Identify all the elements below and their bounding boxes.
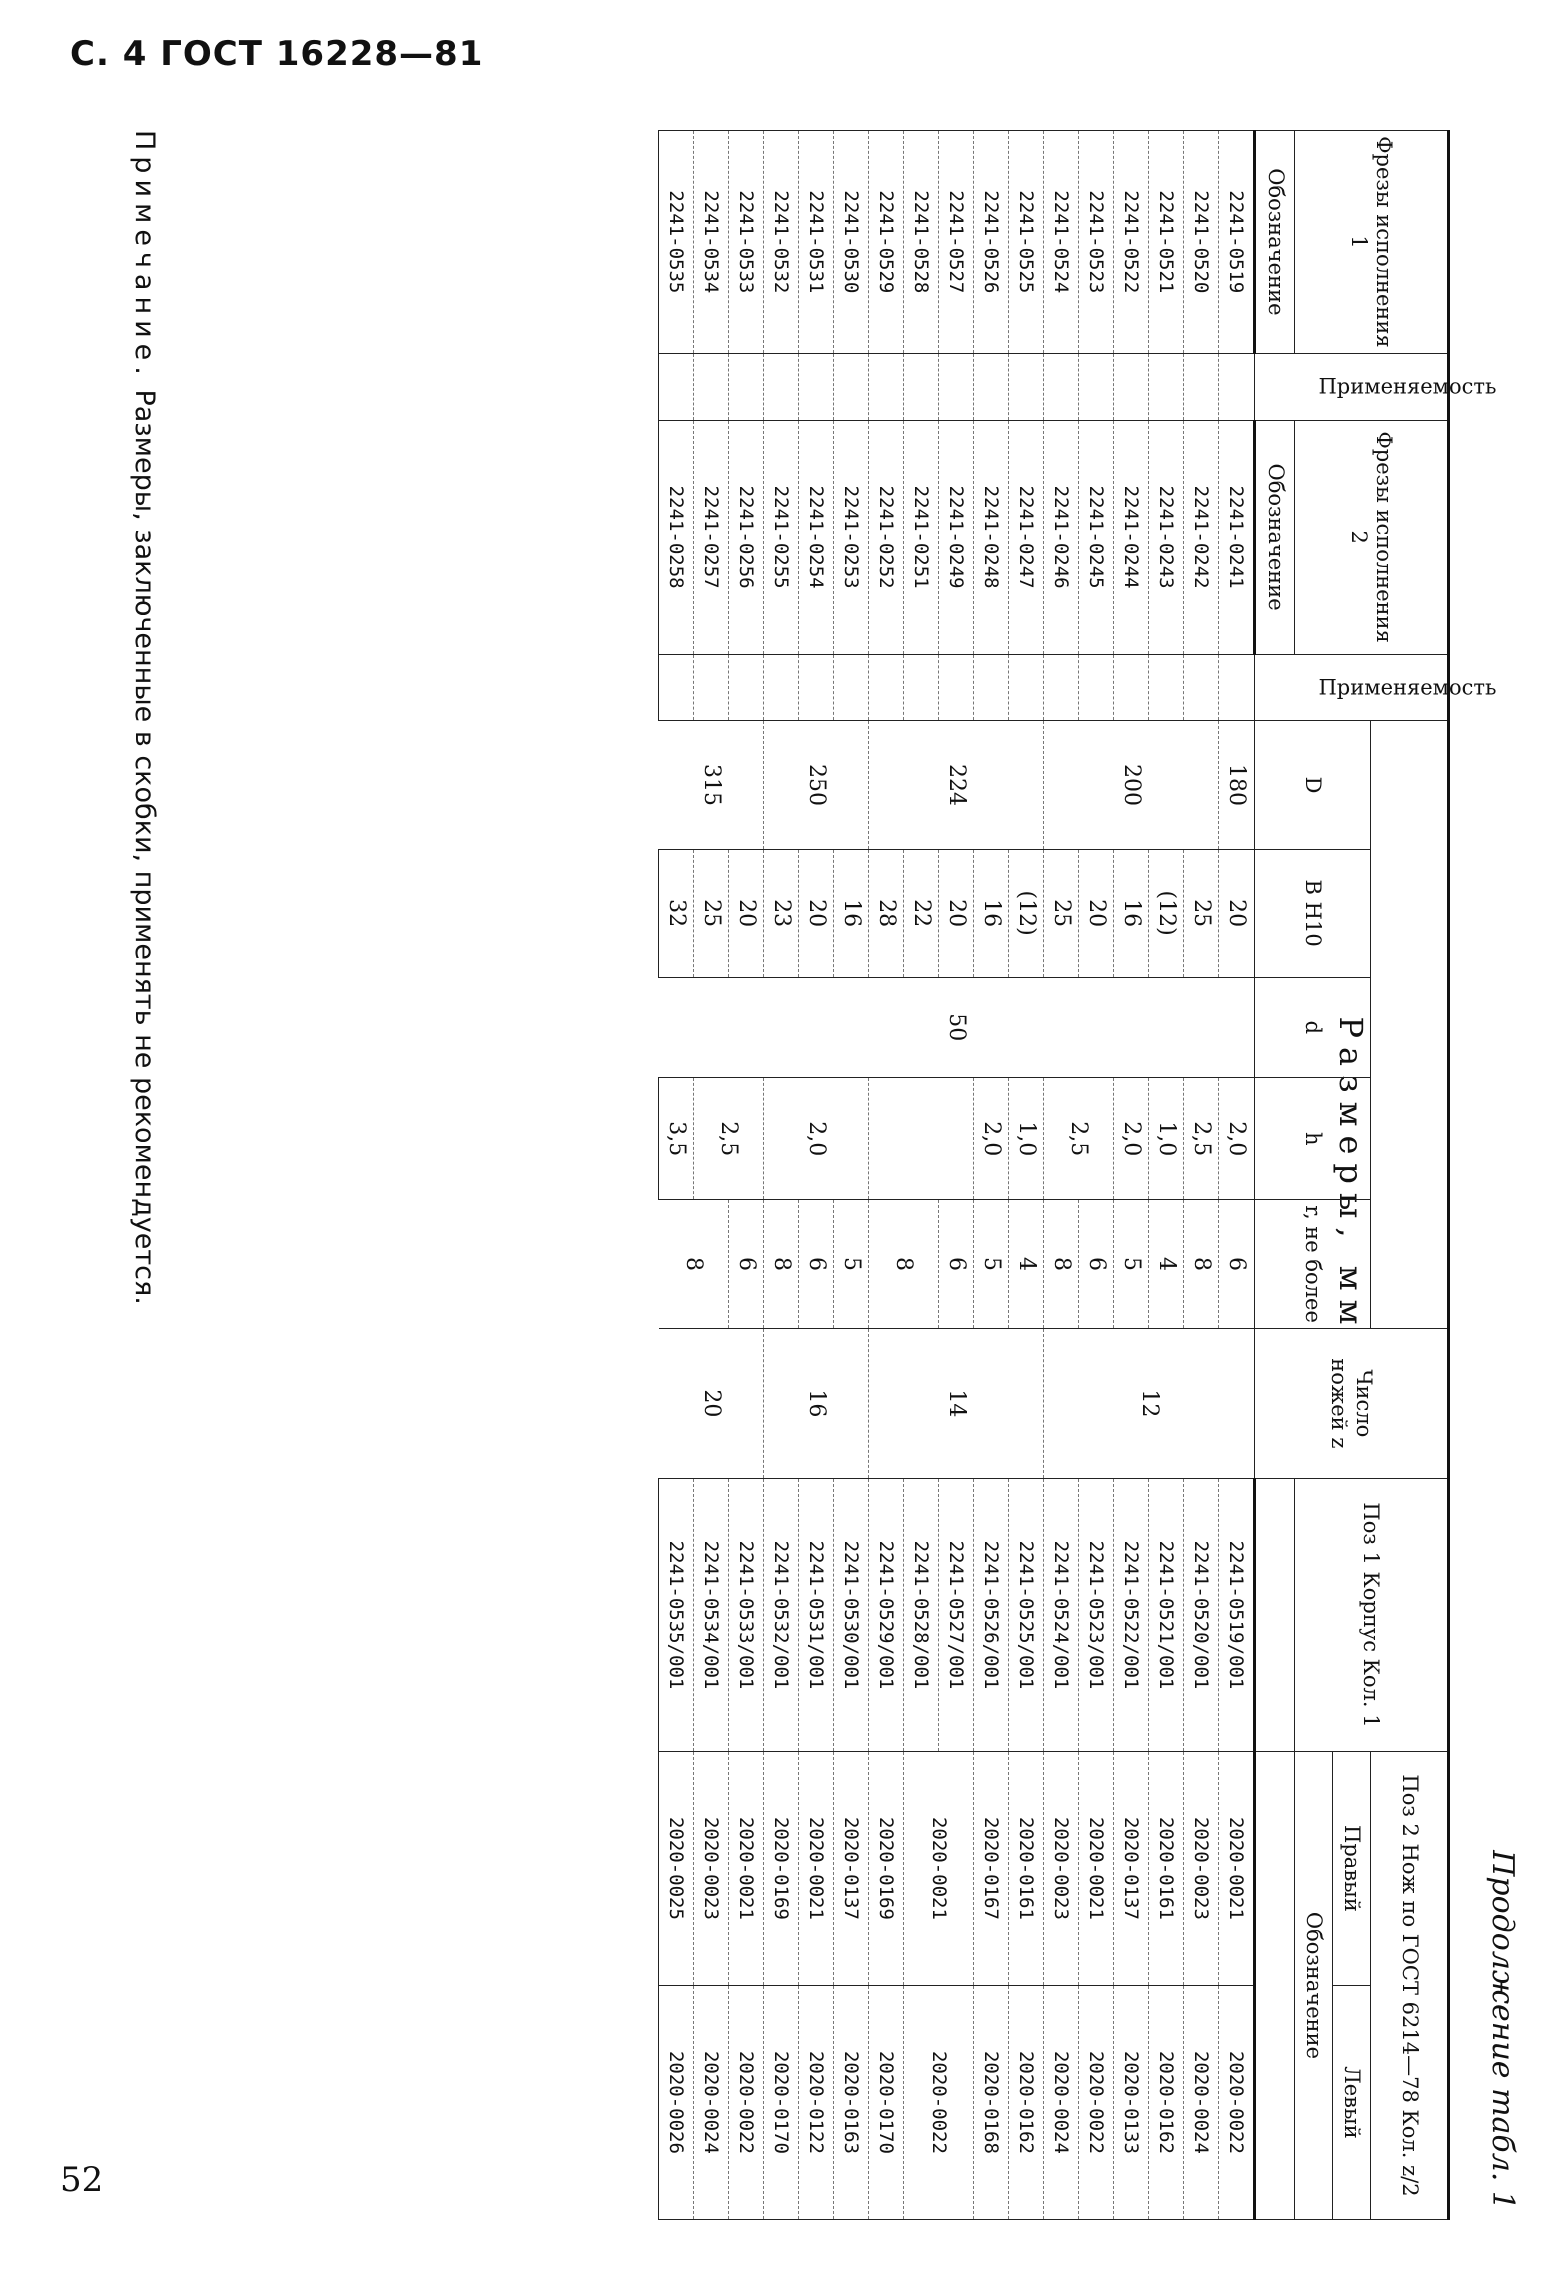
- r-value: 8: [764, 1200, 799, 1328]
- h-value: 2,0: [1114, 1077, 1149, 1200]
- cutter2-designation: 2241-0252: [869, 420, 904, 654]
- knife-left: 2020-0022: [729, 1985, 764, 2219]
- cutter2-applicability: [1149, 654, 1184, 721]
- cutter2-applicability: [869, 654, 904, 721]
- knife-left: 2020-0133: [1114, 1985, 1149, 2219]
- r-value: 5: [834, 1200, 869, 1328]
- cutter1-designation: 2241-0520: [1184, 131, 1219, 354]
- knife-left: 2020-0168: [974, 1985, 1009, 2219]
- header-pos1: Поз 1 Корпус Кол. 1: [1294, 1479, 1448, 1752]
- z-value: 12: [1044, 1328, 1255, 1478]
- cutter1-designation: 2241-0535: [659, 131, 694, 354]
- cutter1-designation: 2241-0521: [1149, 131, 1184, 354]
- cutter1-applicability: [1149, 353, 1184, 420]
- cutter1-applicability: [939, 353, 974, 420]
- knife-left: 2020-0170: [869, 1985, 904, 2219]
- body-designation: 2241-0520/001: [1184, 1479, 1219, 1752]
- B-value: 22: [904, 849, 939, 977]
- D-value: 224: [869, 721, 1044, 849]
- knife-left: 2020-0162: [1009, 1985, 1044, 2219]
- header-spacer-knives: [1255, 1751, 1294, 2219]
- B-value: 16: [834, 849, 869, 977]
- r-value: 6: [1079, 1200, 1114, 1328]
- cutter2-designation: 2241-0244: [1114, 420, 1149, 654]
- B-value: 16: [1114, 849, 1149, 977]
- table-row: [1079, 131, 1114, 2220]
- knife-left: 2020-0024: [1184, 1985, 1219, 2219]
- cutter1-designation: 2241-0531: [799, 131, 834, 354]
- h-value: 2,5: [694, 1077, 764, 1200]
- cutter2-designation: 2241-0258: [659, 420, 694, 654]
- cutter2-applicability: [1114, 654, 1149, 721]
- cutter2-designation: 2241-0257: [694, 420, 729, 654]
- cutters-table: [658, 130, 1497, 2220]
- knife-left: 2020-0022: [904, 1985, 974, 2219]
- cutter1-applicability: [834, 353, 869, 420]
- knife-right: 2020-0137: [1114, 1751, 1149, 1985]
- r-value: 6: [939, 1200, 974, 1328]
- body-designation: 2241-0522/001: [1114, 1479, 1149, 1752]
- cutter2-designation: 2241-0242: [1184, 420, 1219, 654]
- h-value: 2,0: [1219, 1077, 1255, 1200]
- cutter2-applicability: [1044, 654, 1079, 721]
- body-designation: 2241-0530/001: [834, 1479, 869, 1752]
- table-row: [1184, 131, 1219, 2220]
- h-value: 2,0: [764, 1077, 869, 1200]
- B-value: 28: [869, 849, 904, 977]
- B-value: 20: [1079, 849, 1114, 977]
- cutter2-applicability: [729, 654, 764, 721]
- cutter2-applicability: [694, 654, 729, 721]
- cutter2-designation: 2241-0256: [729, 420, 764, 654]
- table-row: [1149, 131, 1184, 2220]
- cutter1-applicability: [869, 353, 904, 420]
- r-value: 8: [1044, 1200, 1079, 1328]
- B-value: 25: [1044, 849, 1079, 977]
- d-value: 50: [659, 977, 1255, 1077]
- cutter2-applicability: [939, 654, 974, 721]
- body-designation: 2241-0534/001: [694, 1479, 729, 1752]
- cutter2-designation: 2241-0245: [1079, 420, 1114, 654]
- header-designation-c2: Обозначение: [1255, 420, 1294, 654]
- B-value: 25: [1184, 849, 1219, 977]
- header-r: r, не более: [1255, 1200, 1371, 1328]
- table-note: [129, 130, 160, 2220]
- D-value: 250: [764, 721, 869, 849]
- knife-left: 2020-0170: [764, 1985, 799, 2219]
- knife-left: 2020-0024: [694, 1985, 729, 2219]
- cutter1-designation: 2241-0529: [869, 131, 904, 354]
- cutter2-designation: 2241-0241: [1219, 420, 1255, 654]
- body-designation: 2241-0533/001: [729, 1479, 764, 1752]
- cutter2-designation: 2241-0248: [974, 420, 1009, 654]
- cutter2-designation: 2241-0243: [1149, 420, 1184, 654]
- cutter1-applicability: [1184, 353, 1219, 420]
- cutter1-designation: 2241-0519: [1219, 131, 1255, 354]
- cutter1-designation: 2241-0534: [694, 131, 729, 354]
- cutter1-applicability: [1219, 353, 1255, 420]
- table-row: [1009, 131, 1044, 2220]
- r-value: 5: [1114, 1200, 1149, 1328]
- B-value: (12): [1009, 849, 1044, 977]
- knife-right: 2020-0169: [764, 1751, 799, 1985]
- header-B: B H10: [1255, 849, 1371, 977]
- cutter1-applicability: [1009, 353, 1044, 420]
- cutter1-applicability: [974, 353, 1009, 420]
- B-value: 25: [694, 849, 729, 977]
- r-value: 8: [1184, 1200, 1219, 1328]
- cutter1-designation: 2241-0524: [1044, 131, 1079, 354]
- h-value: 2,5: [1184, 1077, 1219, 1200]
- body-designation: 2241-0535/001: [659, 1479, 694, 1752]
- cutter1-applicability: [799, 353, 834, 420]
- header-h: h: [1255, 1077, 1371, 1200]
- note-text: Размеры, заключенные в скобки, применять не рекомендуется.: [129, 389, 160, 1305]
- header-cutters1: Фрезы исполнения 1: [1294, 131, 1448, 354]
- body-designation: 2241-0521/001: [1149, 1479, 1184, 1752]
- r-value: 6: [729, 1200, 764, 1328]
- header-pos2: Поз 2 Нож по ГОСТ 6214—78 Кол. z/2: [1371, 1751, 1449, 2219]
- cutter2-designation: 2241-0255: [764, 420, 799, 654]
- cutter2-applicability: [1184, 654, 1219, 721]
- cutter1-designation: 2241-0533: [729, 131, 764, 354]
- cutter1-applicability: [764, 353, 799, 420]
- knife-right: 2020-0021: [729, 1751, 764, 1985]
- h-value: 2,5: [1044, 1077, 1114, 1200]
- knife-right: 2020-0021: [799, 1751, 834, 1985]
- knife-left: 2020-0024: [1044, 1985, 1079, 2219]
- cutter1-designation: 2241-0532: [764, 131, 799, 354]
- h-empty: [869, 1077, 974, 1200]
- r-value: 5: [974, 1200, 1009, 1328]
- knife-right: 2020-0137: [834, 1751, 869, 1985]
- table-row: [974, 131, 1009, 2220]
- header-designation-c1: Обозначение: [1255, 131, 1294, 354]
- knife-right: 2020-0167: [974, 1751, 1009, 1985]
- cutter1-applicability: [694, 353, 729, 420]
- h-value: 1,0: [1009, 1077, 1044, 1200]
- knife-right: 2020-0161: [1149, 1751, 1184, 1985]
- r-value: 4: [1009, 1200, 1044, 1328]
- D-value: 180: [1219, 721, 1255, 849]
- table-row: [1219, 131, 1255, 2220]
- header-sizes-band: [1371, 721, 1449, 1328]
- h-value: 3,5: [659, 1077, 694, 1200]
- cutter2-applicability: [904, 654, 939, 721]
- header-applicability1: Применяемость: [1255, 353, 1449, 420]
- knife-left: 2020-0022: [1079, 1985, 1114, 2219]
- knife-left: 2020-0162: [1149, 1985, 1184, 2219]
- cutter2-applicability: [974, 654, 1009, 721]
- cutter2-applicability: [1079, 654, 1114, 721]
- cutter1-applicability: [659, 353, 694, 420]
- r-value: 8: [869, 1200, 939, 1328]
- header-left: Левый: [1332, 1985, 1370, 2219]
- note-lead: Примечание.: [129, 130, 160, 381]
- B-value: 20: [729, 849, 764, 977]
- cutter1-designation: 2241-0523: [1079, 131, 1114, 354]
- body-designation: 2241-0524/001: [1044, 1479, 1079, 1752]
- header-spacer-body: [1255, 1479, 1294, 1752]
- cutter1-applicability: [1114, 353, 1149, 420]
- cutter2-applicability: [1009, 654, 1044, 721]
- page-header: С. 4 ГОСТ 16228—81: [70, 34, 484, 74]
- r-value: 6: [1219, 1200, 1255, 1328]
- body-designation: 2241-0528/001: [904, 1479, 939, 1752]
- knife-right: 2020-0025: [659, 1751, 694, 1985]
- B-value: (12): [1149, 849, 1184, 977]
- body-designation: 2241-0523/001: [1079, 1479, 1114, 1752]
- cutter2-designation: 2241-0251: [904, 420, 939, 654]
- cutter1-designation: 2241-0530: [834, 131, 869, 354]
- knife-left: 2020-0026: [659, 1985, 694, 2219]
- knife-right: 2020-0161: [1009, 1751, 1044, 1985]
- cutter2-designation: 2241-0253: [834, 420, 869, 654]
- cutter2-applicability: [1219, 654, 1255, 721]
- table-row: [834, 131, 869, 2220]
- header-right: Правый: [1332, 1751, 1370, 1985]
- header-d: d: [1255, 977, 1371, 1077]
- cutter2-applicability: [799, 654, 834, 721]
- cutter2-applicability: [764, 654, 799, 721]
- knife-left: 2020-0122: [799, 1985, 834, 2219]
- knife-left: 2020-0022: [1219, 1985, 1255, 2219]
- body-designation: 2241-0526/001: [974, 1479, 1009, 1752]
- r-value: 8: [659, 1200, 729, 1328]
- B-value: 20: [939, 849, 974, 977]
- cutter1-designation: 2241-0528: [904, 131, 939, 354]
- cutter1-designation: 2241-0525: [1009, 131, 1044, 354]
- body-designation: 2241-0529/001: [869, 1479, 904, 1752]
- B-value: 23: [764, 849, 799, 977]
- cutter1-designation: 2241-0526: [974, 131, 1009, 354]
- r-value: 6: [799, 1200, 834, 1328]
- B-value: 20: [1219, 849, 1255, 977]
- z-value: 16: [764, 1328, 869, 1478]
- cutter1-designation: 2241-0522: [1114, 131, 1149, 354]
- D-value: 315: [659, 721, 764, 849]
- cutter2-applicability: [834, 654, 869, 721]
- r-value: 4: [1149, 1200, 1184, 1328]
- rotated-table-area: [100, 130, 1520, 2220]
- cutter2-applicability: [659, 654, 694, 721]
- B-value: 32: [659, 849, 694, 977]
- z-value: 14: [869, 1328, 1044, 1478]
- header-D: D: [1255, 721, 1371, 849]
- B-value: 20: [799, 849, 834, 977]
- table-row: [659, 131, 694, 2220]
- D-value: 200: [1044, 721, 1219, 849]
- body-designation: 2241-0525/001: [1009, 1479, 1044, 1752]
- cutter1-applicability: [729, 353, 764, 420]
- continuation-label: Продолжение табл. 1: [1485, 1850, 1520, 2210]
- cutter2-designation: 2241-0246: [1044, 420, 1079, 654]
- knife-right: 2020-0021: [1219, 1751, 1255, 1985]
- table-row: [729, 131, 764, 2220]
- dimensions-title: Размеры, мм: [1332, 1016, 1370, 1334]
- cutter1-applicability: [904, 353, 939, 420]
- header-z: Число ножей z: [1255, 1328, 1449, 1478]
- cutter2-designation: 2241-0249: [939, 420, 974, 654]
- h-value: 2,0: [974, 1077, 1009, 1200]
- cutter2-designation: 2241-0254: [799, 420, 834, 654]
- z-value: 20: [659, 1328, 764, 1478]
- header-applicability2: Применяемость: [1255, 654, 1449, 721]
- table-row: [939, 131, 974, 2220]
- cutter1-applicability: [1044, 353, 1079, 420]
- body-designation: 2241-0519/001: [1219, 1479, 1255, 1752]
- knife-left: 2020-0163: [834, 1985, 869, 2219]
- body-designation: 2241-0527/001: [939, 1479, 974, 1752]
- header-designation2: Обозначение: [1294, 1751, 1332, 2219]
- cutter1-designation: 2241-0527: [939, 131, 974, 354]
- header-cutters2: Фрезы исполнения 2: [1294, 420, 1448, 654]
- knife-right: 2020-0169: [869, 1751, 904, 1985]
- knife-right: 2020-0021: [904, 1751, 974, 1985]
- knife-right: 2020-0023: [1044, 1751, 1079, 1985]
- h-value: 1,0: [1149, 1077, 1184, 1200]
- cutter1-applicability: [1079, 353, 1114, 420]
- knife-right: 2020-0023: [1184, 1751, 1219, 1985]
- table-row: [1114, 131, 1149, 2220]
- body-designation: 2241-0531/001: [799, 1479, 834, 1752]
- B-value: 16: [974, 849, 1009, 977]
- page-number: 52: [60, 2160, 104, 2200]
- cutter2-designation: 2241-0247: [1009, 420, 1044, 654]
- body-designation: 2241-0532/001: [764, 1479, 799, 1752]
- knife-right: 2020-0021: [1079, 1751, 1114, 1985]
- knife-right: 2020-0023: [694, 1751, 729, 1985]
